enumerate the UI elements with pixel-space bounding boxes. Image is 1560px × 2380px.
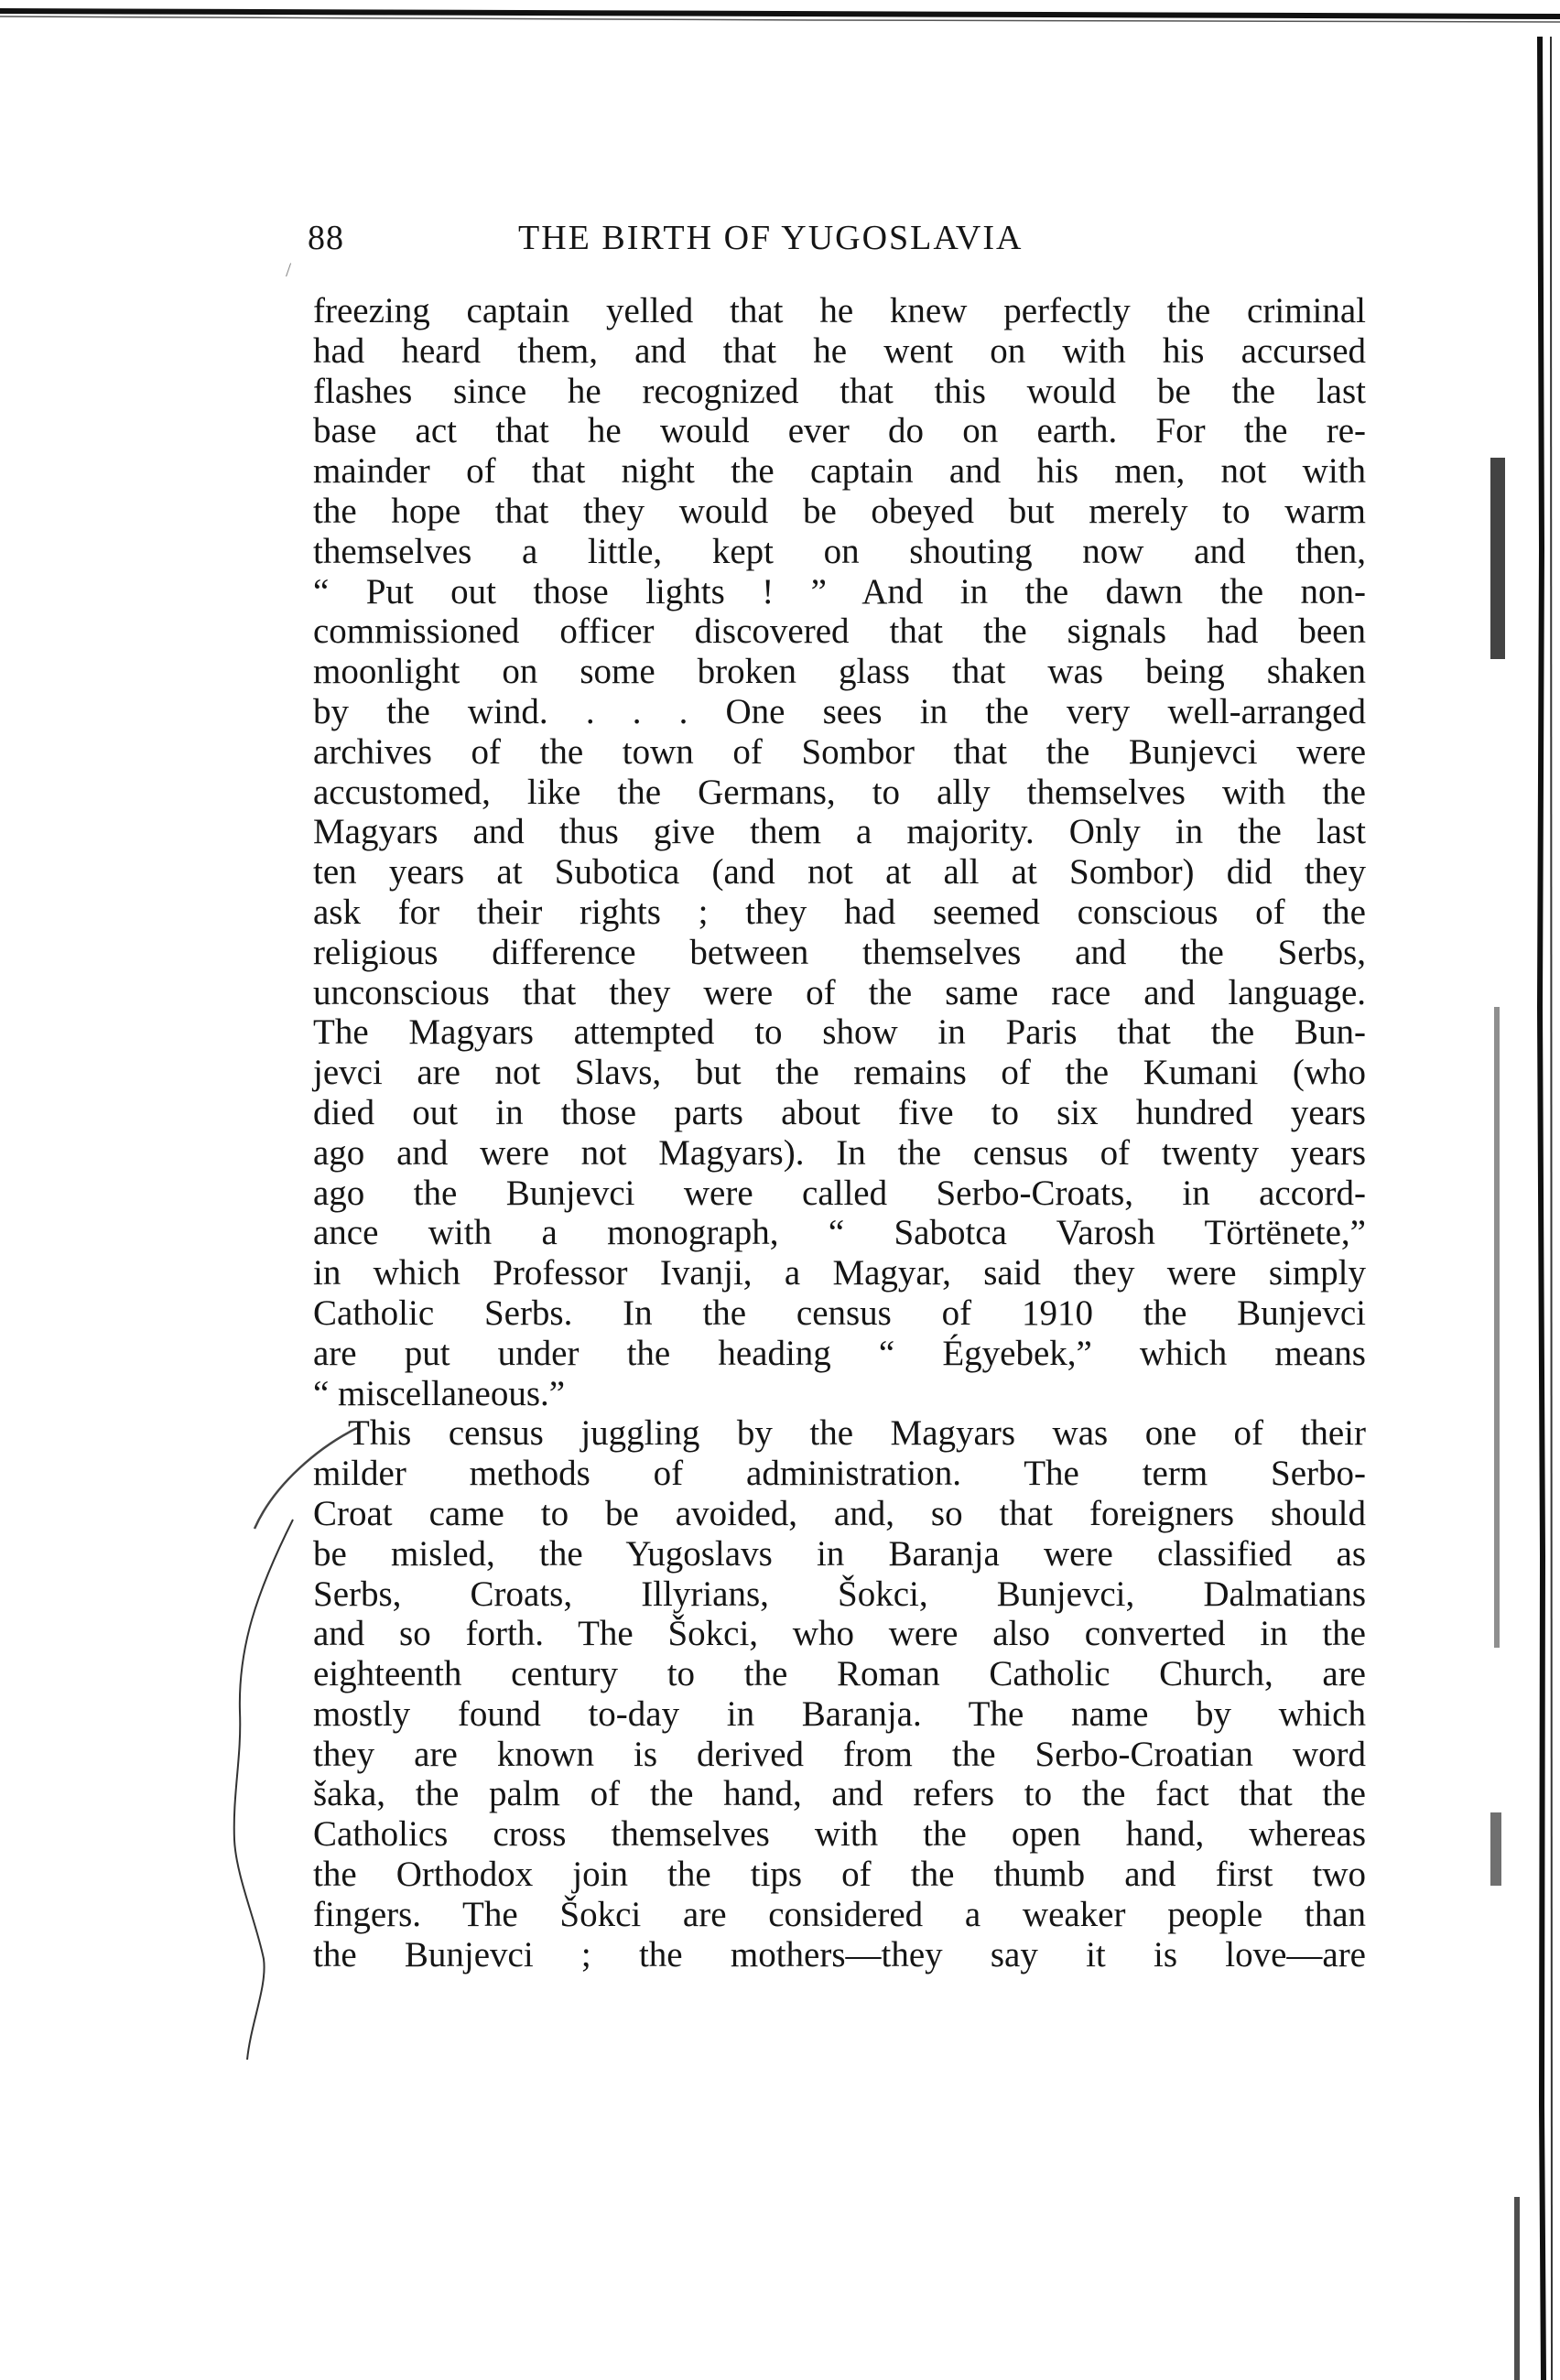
text-line: moonlight on some broken glass that was being shaken bbox=[313, 652, 1366, 692]
scan-edge-right bbox=[1487, 0, 1560, 2380]
text-line: and so forth. The Šokci, who were also converted in the bbox=[313, 1614, 1366, 1654]
text-line: Croat came to be avoided, and, so that foreigners should bbox=[313, 1493, 1366, 1533]
body-text bbox=[313, 291, 1366, 1974]
text-line: accustomed, like the Germans, to ally themselves with the bbox=[313, 772, 1366, 812]
text-line: milder methods of administration. The term Serbo- bbox=[313, 1454, 1366, 1494]
text-line: ago the Bunjevci were called Serbo-Croats, in accord- bbox=[313, 1173, 1366, 1213]
scan-edge-top bbox=[0, 7, 1560, 27]
text-line: eighteenth century to the Roman Catholic Church, are bbox=[313, 1654, 1366, 1694]
text-line: the Bunjevci ; the mothers—they say it is love—are bbox=[313, 1934, 1366, 1974]
text-line: Catholic Serbs. In the census of 1910 the Bunjevci bbox=[313, 1293, 1366, 1333]
running-title: THE BIRTH OF YUGOSLAVIA bbox=[518, 219, 1024, 257]
text-line: “ Put out those lights ! ” And in the dawn the non- bbox=[313, 571, 1366, 611]
text-line: Serbs, Croats, Illyrians, Šokci, Bunjevci, Dalmatians bbox=[313, 1574, 1366, 1614]
text-line: ago and were not Magyars). In the census of twenty years bbox=[313, 1132, 1366, 1173]
text-line: commissioned officer discovered that the signals had been bbox=[313, 611, 1366, 652]
text-line: Catholics cross themselves with the open hand, whereas bbox=[313, 1814, 1366, 1855]
stray-mark: / bbox=[286, 258, 292, 281]
text-line: the hope that they would be obeyed but merely to warm bbox=[313, 491, 1366, 531]
paragraph-start-line: This census juggling by the Magyars was one of their bbox=[348, 1413, 1366, 1454]
text-line: by the wind. . . . One sees in the very well-arranged bbox=[313, 691, 1366, 731]
text-line: ask for their rights ; they had seemed conscious of the bbox=[313, 892, 1366, 932]
text-line: had heard them, and that he went on with his accursed bbox=[313, 330, 1366, 371]
text-line: mainder of that night the captain and his men, not with bbox=[313, 451, 1366, 492]
text-line: The Magyars attempted to show in Paris that the Bun- bbox=[313, 1012, 1366, 1053]
text-line: religious difference between themselves and the Serbs, bbox=[313, 932, 1366, 972]
text-line: archives of the town of Sombor that the Bunjevci were bbox=[313, 731, 1366, 772]
page-number: 88 bbox=[308, 219, 344, 257]
page-header bbox=[308, 209, 1370, 264]
text-line: ten years at Subotica (and not at all at Sombor) did they bbox=[313, 852, 1366, 892]
text-line: unconscious that they were of the same race and language. bbox=[313, 972, 1366, 1012]
text-line: in which Professor Ivanji, a Magyar, said they were simply bbox=[313, 1253, 1366, 1293]
text-line: mostly found to-day in Baranja. The name by which bbox=[313, 1693, 1366, 1734]
text-line: šaka, the palm of the hand, and refers to the fact that the bbox=[313, 1774, 1366, 1814]
text-line: flashes since he recognized that this would be the last bbox=[313, 371, 1366, 411]
text-line: be misled, the Yugoslavs in Baranja were classified as bbox=[313, 1533, 1366, 1574]
text-line: they are known is derived from the Serbo-Croatian word bbox=[313, 1734, 1366, 1774]
text-line: the Orthodox join the tips of the thumb and first two bbox=[313, 1855, 1366, 1895]
text-line: “ miscellaneous.” bbox=[313, 1373, 566, 1413]
text-line: died out in those parts about five to six hundred years bbox=[313, 1092, 1366, 1132]
text-line: are put under the heading “ Égyebek,” which means bbox=[313, 1333, 1366, 1373]
text-line: jevci are not Slavs, but the remains of the Kumani (who bbox=[313, 1053, 1366, 1093]
text-line: base act that he would ever do on earth. For the re- bbox=[313, 411, 1366, 451]
text-line: themselves a little, kept on shouting now and then, bbox=[313, 531, 1366, 571]
text-line: fingers. The Šokci are considered a weaker people than bbox=[313, 1894, 1366, 1934]
text-line: ance with a monograph, “ Sabotca Varosh Törtënete,” bbox=[313, 1213, 1366, 1253]
text-line: Magyars and thus give them a majority. Only in the last bbox=[313, 812, 1366, 852]
text-line: freezing captain yelled that he knew perfectly the criminal bbox=[313, 291, 1366, 330]
